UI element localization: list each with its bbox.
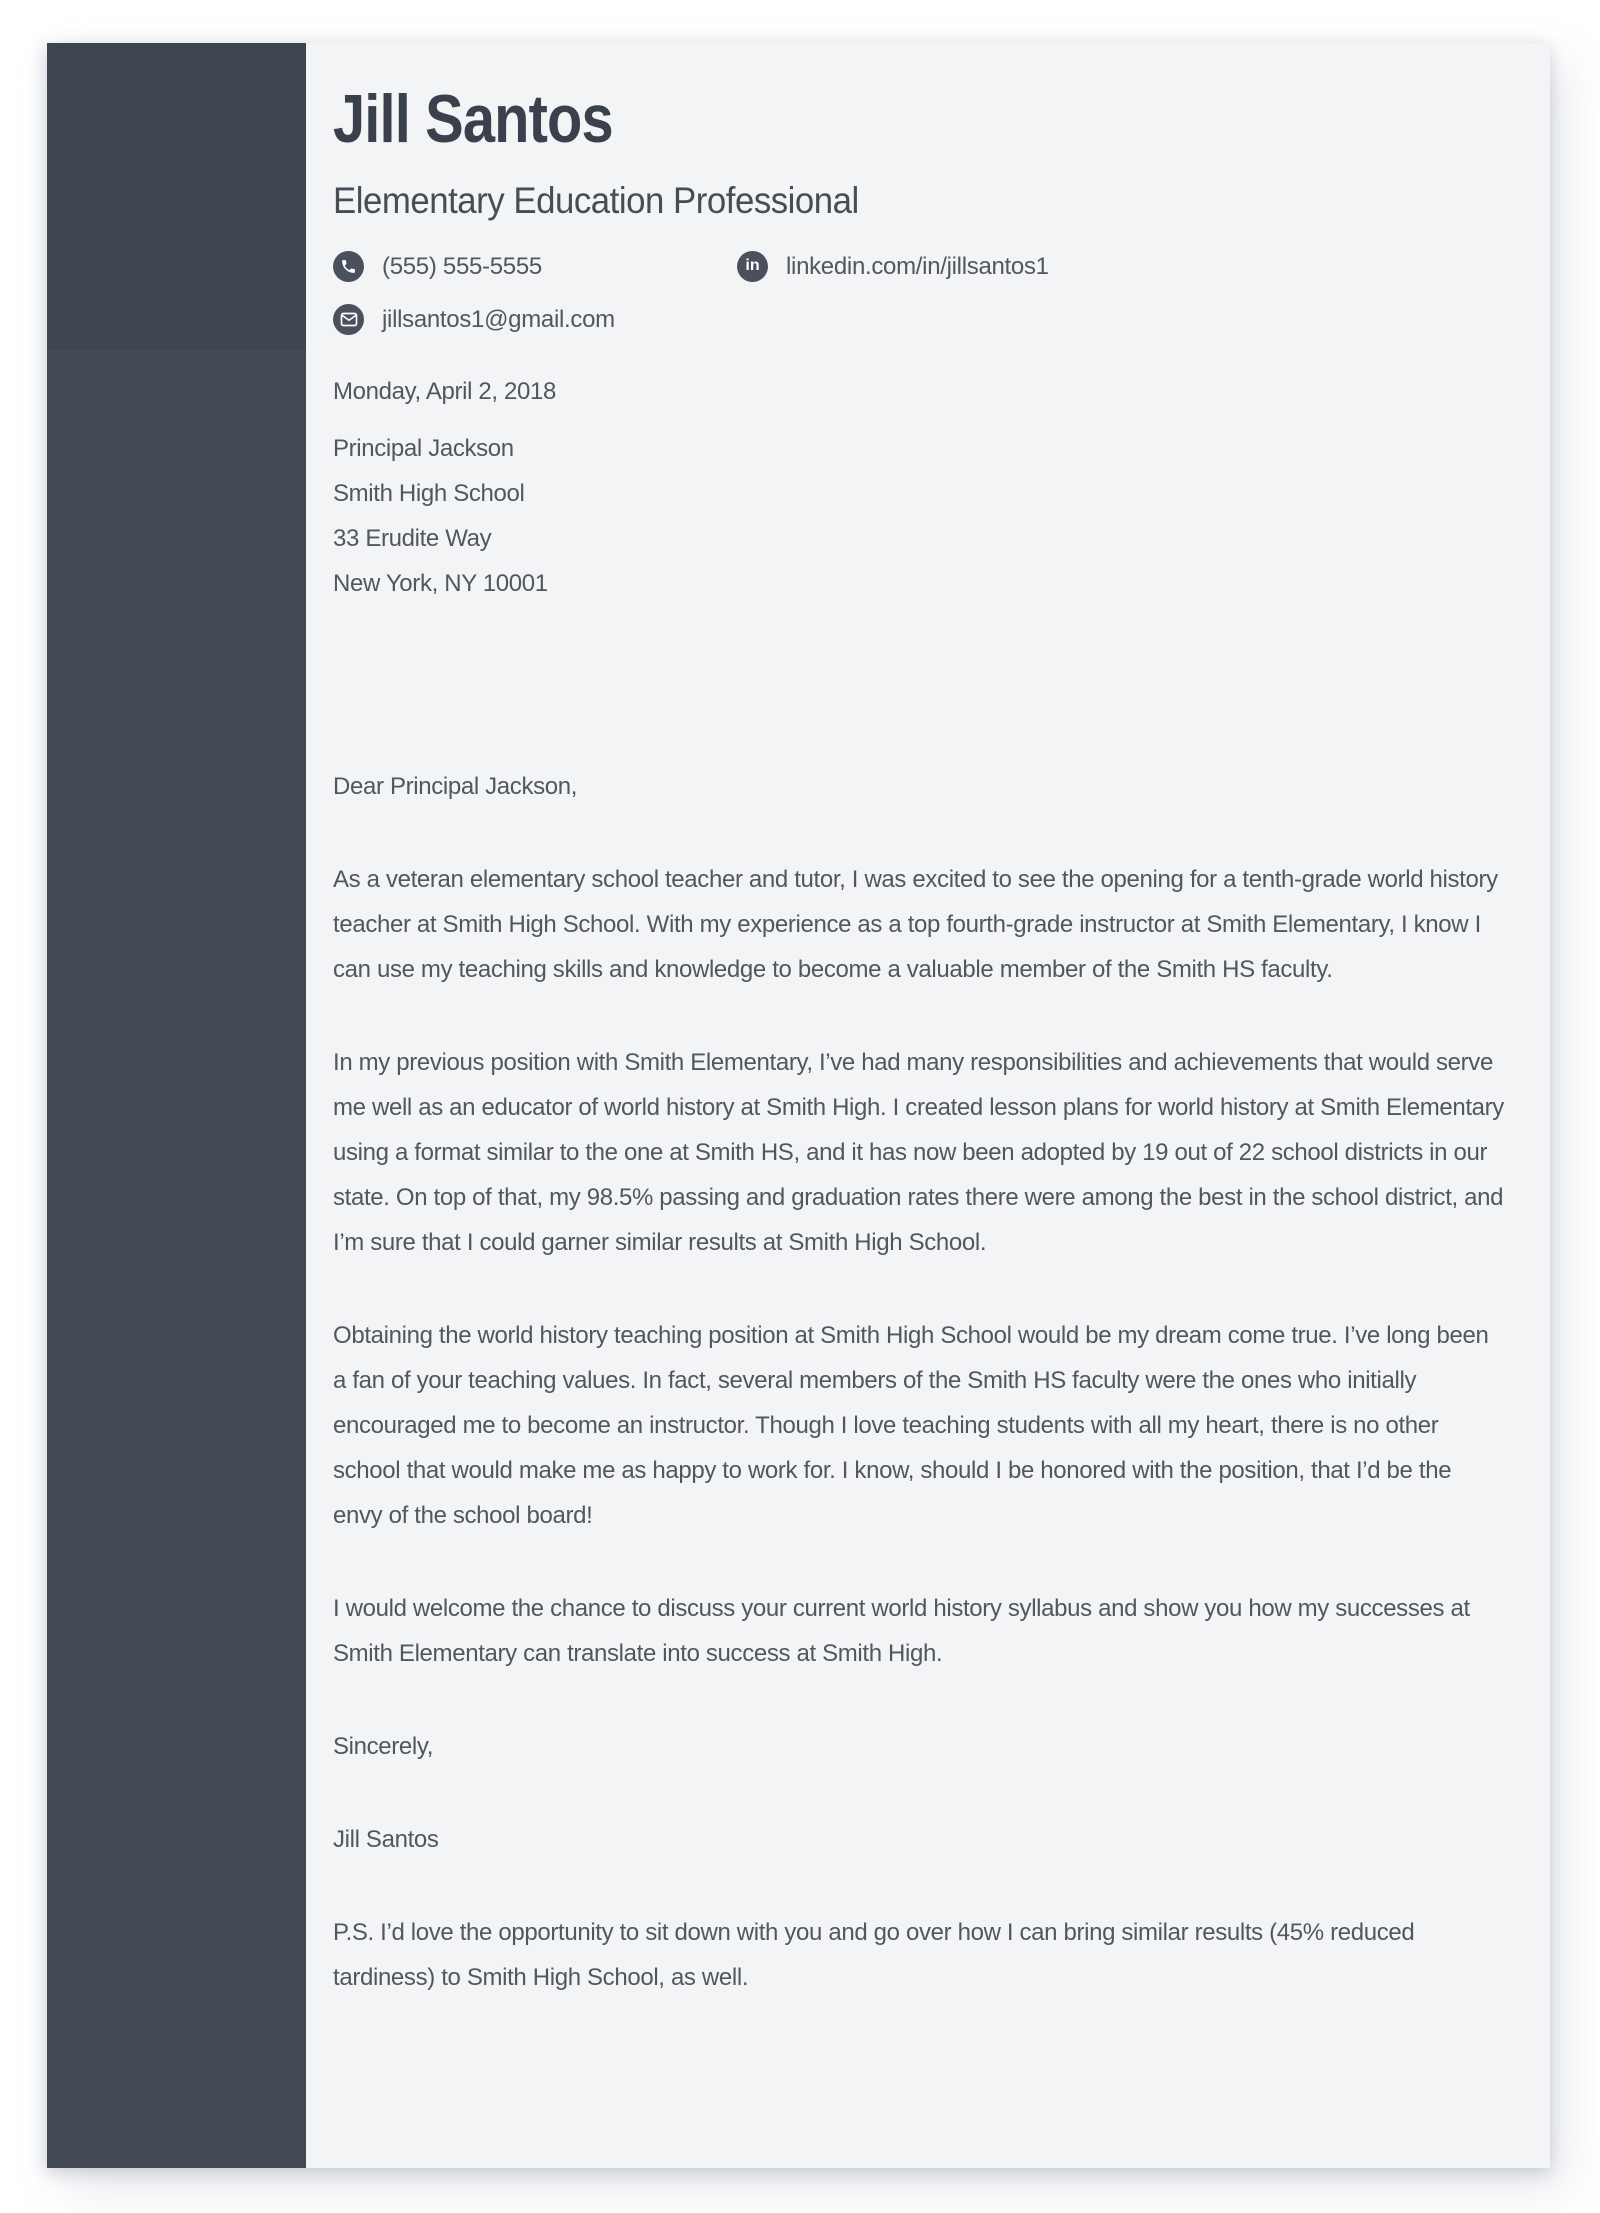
linkedin-url: linkedin.com/in/jillsantos1 [786, 252, 1049, 280]
linkedin-in-glyph: in [745, 256, 760, 274]
applicant-job-title: Elementary Education Professional [333, 180, 859, 221]
postscript: P.S. I’d love the opportunity to sit down with you and go over how I can bring similar results (45% reduced tardiness) to Smith High School, as well. [333, 1919, 1415, 1991]
recipient-school: Smith High School [333, 480, 525, 507]
cover-letter-page [47, 43, 1550, 2168]
email-address: jillsantos1@gmail.com [382, 305, 615, 333]
signature: Jill Santos [333, 1826, 439, 1853]
recipient-address [333, 426, 1505, 606]
linkedin-icon [737, 251, 768, 282]
contact-info [333, 251, 1505, 335]
sidebar-accent-band-top [47, 43, 306, 351]
contact-linkedin [737, 251, 1505, 282]
letter-date: Monday, April 2, 2018 [333, 378, 557, 405]
experience-paragraph: In my previous position with Smith Elementary, I’ve had many responsibilities and achievements that would serve me well as an educator of world history at Smith High. I created lesson plans for world history at Smith Elementary using a format similar to the one at Smith HS, and it has now been adopted by 19 out of 22 school districts in our state. On top of that, my 98.5% passing and graduation rates there were among the best in the school district, and I’m sure that I could garner similar results at Smith High School. [333, 1049, 1504, 1256]
recipient-city: New York, NY 10001 [333, 570, 548, 597]
applicant-name: Jill Santos [333, 81, 613, 157]
closing: Sincerely, [333, 1733, 434, 1760]
intro-paragraph: As a veteran elementary school teacher and tutor, I was excited to see the opening for a tenth-grade world history teacher at Smith High School. With my experience as a top fourth-grade instructor at Smith Elementary, I know I can use my teaching skills and knowledge to become a valuable member of the Smith HS faculty. [333, 866, 1498, 983]
letter-content [333, 43, 1505, 2048]
contact-phone [333, 251, 737, 282]
contact-email [333, 304, 737, 335]
recipient-street: 33 Erudite Way [333, 525, 492, 552]
email-icon [333, 304, 364, 335]
call-to-action-paragraph: I would welcome the chance to discuss your current world history syllabus and show you how my successes at Smith Elementary can translate into success at Smith High. [333, 1595, 1470, 1667]
recipient-name: Principal Jackson [333, 435, 514, 462]
phone-icon [333, 251, 364, 282]
motivation-paragraph: Obtaining the world history teaching position at Smith High School would be my dream come true. I’ve long been a fan of your teaching values. In fact, several members of the Smith HS faculty were the ones who initially encouraged me to become an instructor. Though I love teaching students with all my heart, there is no other school that would make me as happy to work for. I know, should I be honored with the position, that I’d be the envy of the school board! [333, 1322, 1489, 1529]
letter-body [333, 369, 1505, 2000]
phone-number: (555) 555-5555 [382, 252, 542, 280]
letter-header [333, 83, 1505, 335]
sidebar-accent-band [47, 43, 306, 2168]
greeting: Dear Principal Jackson, [333, 773, 578, 800]
